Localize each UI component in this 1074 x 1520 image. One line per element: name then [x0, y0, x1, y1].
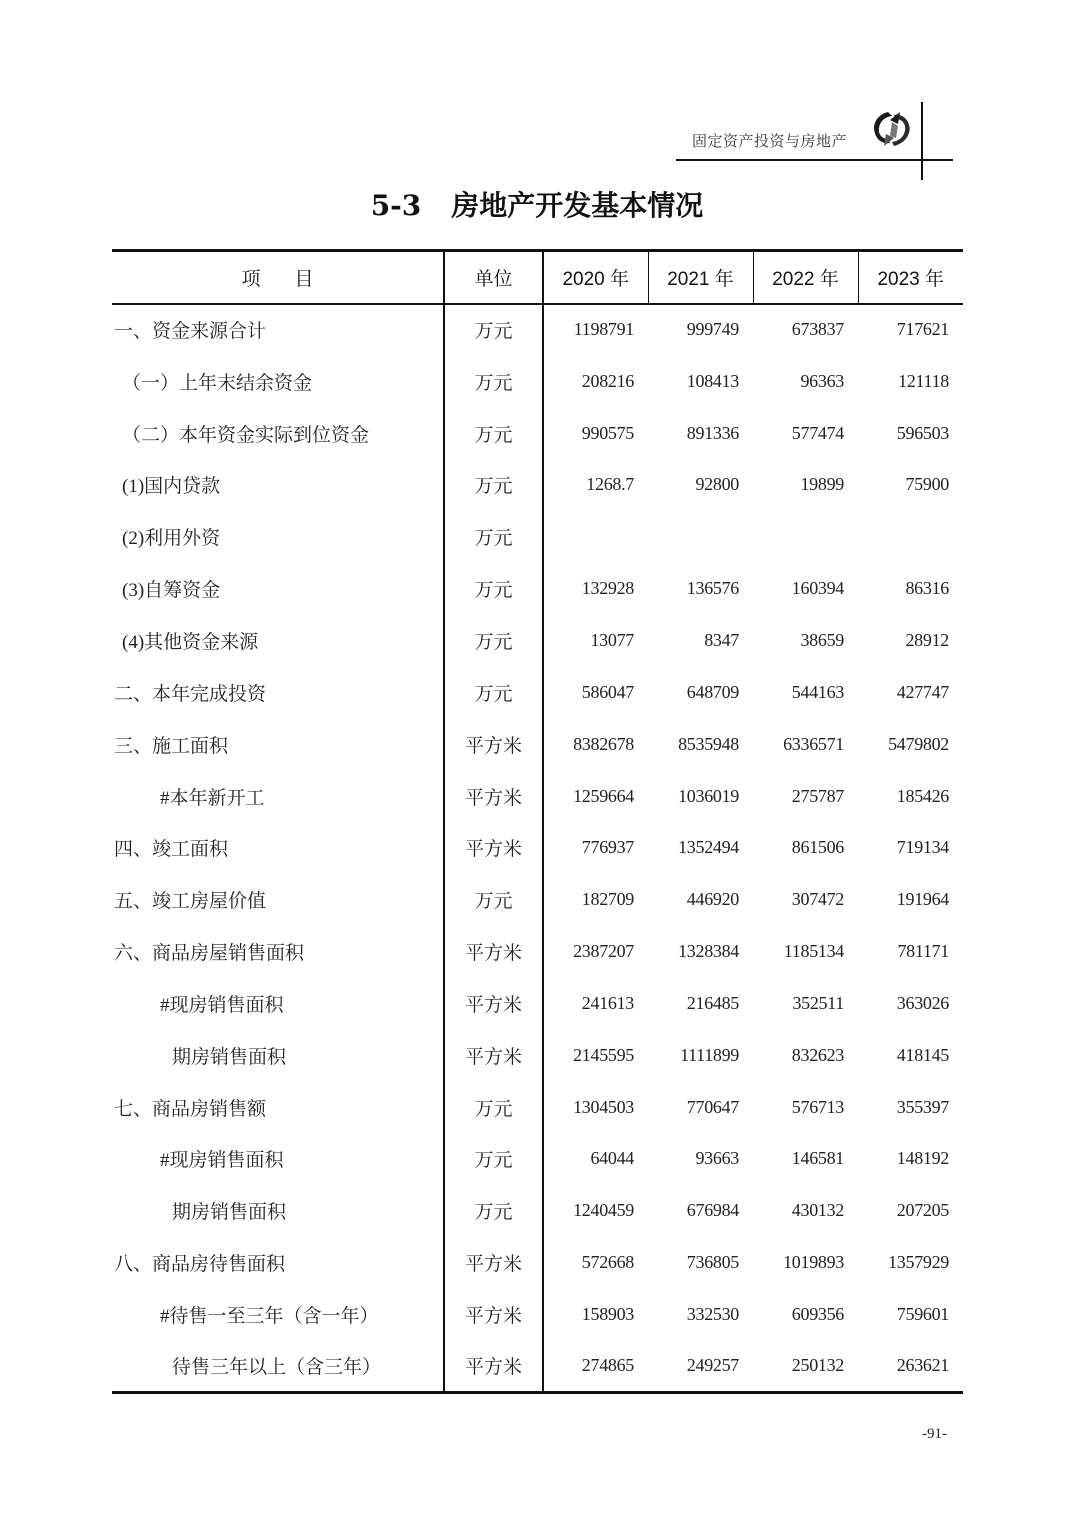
header-unit: 单位: [444, 251, 543, 304]
row-value: 1240459: [573, 1200, 634, 1221]
row-value: 2145595: [573, 1044, 634, 1065]
table-row: [112, 977, 963, 1029]
row-value: 307472: [791, 889, 844, 910]
row-value: 64044: [590, 1148, 634, 1169]
row-value: 92800: [695, 474, 739, 495]
running-head-rule: [676, 159, 953, 161]
table-title: [0, 184, 1074, 224]
row-item-label: 期房销售面积: [172, 1046, 287, 1068]
row-value: 185426: [896, 785, 949, 806]
running-head-vertical-rule: [921, 102, 923, 180]
row-value: 136576: [686, 578, 739, 599]
row-unit: 万元: [444, 407, 543, 459]
row-unit: 平方米: [444, 822, 543, 874]
table-row: [112, 459, 963, 511]
row-value: [648, 511, 753, 563]
row-value: 182709: [581, 889, 634, 910]
row-value: 38659: [800, 629, 844, 650]
row-value: 8347: [704, 629, 739, 650]
header-item-part: 项: [241, 268, 261, 290]
table-row: [112, 1029, 963, 1081]
row-item-label: (4)其他资金来源: [122, 631, 259, 653]
data-table: [112, 249, 963, 1394]
table-row: [112, 822, 963, 874]
row-value: 241613: [581, 992, 634, 1013]
row-value: 719134: [896, 837, 949, 858]
row-value: 418145: [896, 1044, 949, 1065]
table-row: [112, 563, 963, 615]
row-unit: 平方米: [444, 926, 543, 978]
row-value: 1185134: [783, 941, 844, 962]
row-value: 2387207: [573, 941, 634, 962]
row-item-label: 八、商品房待售面积: [114, 1254, 286, 1276]
row-value: 355397: [896, 1096, 949, 1117]
row-unit: 平方米: [444, 1029, 543, 1081]
row-value: 1352494: [678, 837, 739, 858]
row-value: 609356: [791, 1303, 844, 1324]
row-item-label: 五、竣工房屋价值: [114, 891, 267, 913]
row-value: 216485: [686, 992, 739, 1013]
row-value: 648709: [686, 681, 739, 702]
circular-arrows-logo-icon: [868, 106, 916, 152]
table-row: [112, 926, 963, 978]
row-value: 891336: [686, 422, 739, 443]
row-value: 207205: [896, 1200, 949, 1221]
row-value: 544163: [791, 681, 844, 702]
row-item-label: 待售三年以上（含三年）: [112, 1340, 444, 1392]
table-row: [112, 770, 963, 822]
row-value: 1019893: [783, 1252, 844, 1273]
row-value: 132928: [581, 578, 634, 599]
table-row: [112, 407, 963, 459]
row-value: 1259664: [573, 785, 634, 806]
row-unit: 万元: [444, 615, 543, 667]
row-value: 673837: [791, 319, 844, 340]
row-value: 8535948: [678, 733, 739, 754]
row-unit: 万元: [444, 1133, 543, 1185]
row-item-label: （二）本年资金实际到位资金: [122, 424, 370, 446]
row-value: 577474: [791, 422, 844, 443]
table-row: [112, 615, 963, 667]
row-value: 576713: [791, 1096, 844, 1117]
row-value: 1268.7: [586, 474, 634, 495]
row-value: 430132: [791, 1200, 844, 1221]
row-value: 736805: [686, 1252, 739, 1273]
table-row: [112, 666, 963, 718]
row-value: 781171: [897, 941, 949, 962]
row-value: 86316: [905, 578, 949, 599]
row-value: 274865: [543, 1340, 648, 1392]
row-value: 832623: [791, 1044, 844, 1065]
row-value: 770647: [686, 1096, 739, 1117]
row-unit: 万元: [444, 1081, 543, 1133]
row-value: 861506: [791, 837, 844, 858]
row-unit: 平方米: [444, 1340, 543, 1392]
row-unit: 万元: [444, 563, 543, 615]
row-item-label: 六、商品房屋销售面积: [114, 943, 305, 965]
row-item-label: 四、竣工面积: [114, 839, 229, 861]
header-row: [112, 251, 963, 304]
row-value: 146581: [791, 1148, 844, 1169]
row-unit: 万元: [444, 1185, 543, 1237]
row-value: [753, 511, 858, 563]
table-row: [112, 874, 963, 926]
row-value: 1357929: [888, 1252, 949, 1273]
row-unit: 万元: [444, 459, 543, 511]
page-number: -91-: [922, 1426, 947, 1442]
header-year: 2022 年: [753, 251, 858, 304]
row-value: 263621: [858, 1340, 963, 1392]
row-value: 352511: [792, 992, 844, 1013]
row-value: 1198791: [573, 319, 634, 340]
table-row: [112, 1237, 963, 1289]
row-value: 363026: [896, 992, 949, 1013]
table-row: [112, 1133, 963, 1185]
table-row: [112, 1340, 963, 1392]
row-value: 160394: [791, 578, 844, 599]
table-number: 5-3: [370, 189, 422, 222]
header-year: 2023 年: [858, 251, 963, 304]
row-item-label: #本年新开工: [160, 787, 265, 809]
row-value: 275787: [791, 785, 844, 806]
table-row: [112, 1081, 963, 1133]
row-value: 6336571: [783, 733, 844, 754]
row-value: 19899: [800, 474, 844, 495]
row-value: [543, 511, 648, 563]
row-item-label: 七、商品房销售额: [114, 1098, 267, 1120]
row-item-label: 期房销售面积: [172, 1202, 287, 1224]
row-item-label: (2)利用外资: [122, 528, 221, 550]
row-value: 148192: [896, 1148, 949, 1169]
row-item-label: (1)国内贷款: [122, 476, 221, 498]
row-value: 1036019: [678, 785, 739, 806]
row-unit: 平方米: [444, 770, 543, 822]
row-unit: 万元: [444, 355, 543, 407]
row-value: 427747: [896, 681, 949, 702]
row-value: 13077: [590, 629, 634, 650]
row-value: 572668: [581, 1252, 634, 1273]
row-item-label: #现房销售面积: [160, 1150, 284, 1172]
row-value: 759601: [896, 1303, 949, 1324]
table-row: [112, 1289, 963, 1341]
table-row: [112, 511, 963, 563]
row-unit: 平方米: [444, 1289, 543, 1341]
data-table-container: [112, 249, 963, 1394]
table-row: [112, 304, 963, 356]
row-item-label: （一）上年末结余资金: [122, 372, 313, 394]
row-value: 999749: [686, 319, 739, 340]
row-value: 1304503: [573, 1096, 634, 1117]
row-value: 121118: [898, 370, 949, 391]
row-value: 208216: [581, 370, 634, 391]
row-value: 446920: [686, 889, 739, 910]
row-unit: 平方米: [444, 1237, 543, 1289]
row-item-label: (3)自筹资金: [122, 580, 221, 602]
running-head-text: 固定资产投资与房地产: [692, 132, 848, 150]
row-value: 776937: [581, 837, 634, 858]
table-row: [112, 355, 963, 407]
row-value: 1328384: [678, 941, 739, 962]
row-value: 1111899: [680, 1044, 739, 1065]
row-unit: 平方米: [444, 977, 543, 1029]
row-value: 191964: [896, 889, 949, 910]
row-item-label: 一、资金来源合计: [114, 321, 267, 343]
row-item-label: 三、施工面积: [114, 735, 229, 757]
header-item-part: 目: [294, 268, 314, 290]
row-item-label: #待售一至三年（含一年）: [160, 1305, 379, 1327]
row-value: 586047: [581, 681, 634, 702]
table-title-text: 房地产开发基本情况: [451, 189, 704, 222]
row-value: 5479802: [888, 733, 949, 754]
header-year: 2020 年: [543, 251, 648, 304]
row-item-label: 二、本年完成投资: [114, 683, 267, 705]
row-value: 990575: [581, 422, 634, 443]
header-item: [112, 251, 444, 304]
row-value: 249257: [648, 1340, 753, 1392]
row-value: 28912: [905, 629, 949, 650]
row-unit: 万元: [444, 874, 543, 926]
row-value: 250132: [753, 1340, 858, 1392]
row-value: 96363: [800, 370, 844, 391]
row-unit: 万元: [444, 666, 543, 718]
header-year: 2021 年: [648, 251, 753, 304]
row-value: 676984: [686, 1200, 739, 1221]
row-value: 158903: [581, 1303, 634, 1324]
row-value: [858, 511, 963, 563]
row-value: 717621: [896, 319, 949, 340]
row-value: 596503: [896, 422, 949, 443]
row-value: 75900: [905, 474, 949, 495]
row-unit: 万元: [444, 511, 543, 563]
row-value: 332530: [686, 1303, 739, 1324]
table-row: [112, 718, 963, 770]
table-row: [112, 1185, 963, 1237]
row-item-label: #现房销售面积: [160, 994, 284, 1016]
row-unit: 万元: [444, 304, 543, 356]
row-value: 8382678: [573, 733, 634, 754]
row-value: 108413: [686, 370, 739, 391]
row-value: 93663: [695, 1148, 739, 1169]
row-unit: 平方米: [444, 718, 543, 770]
